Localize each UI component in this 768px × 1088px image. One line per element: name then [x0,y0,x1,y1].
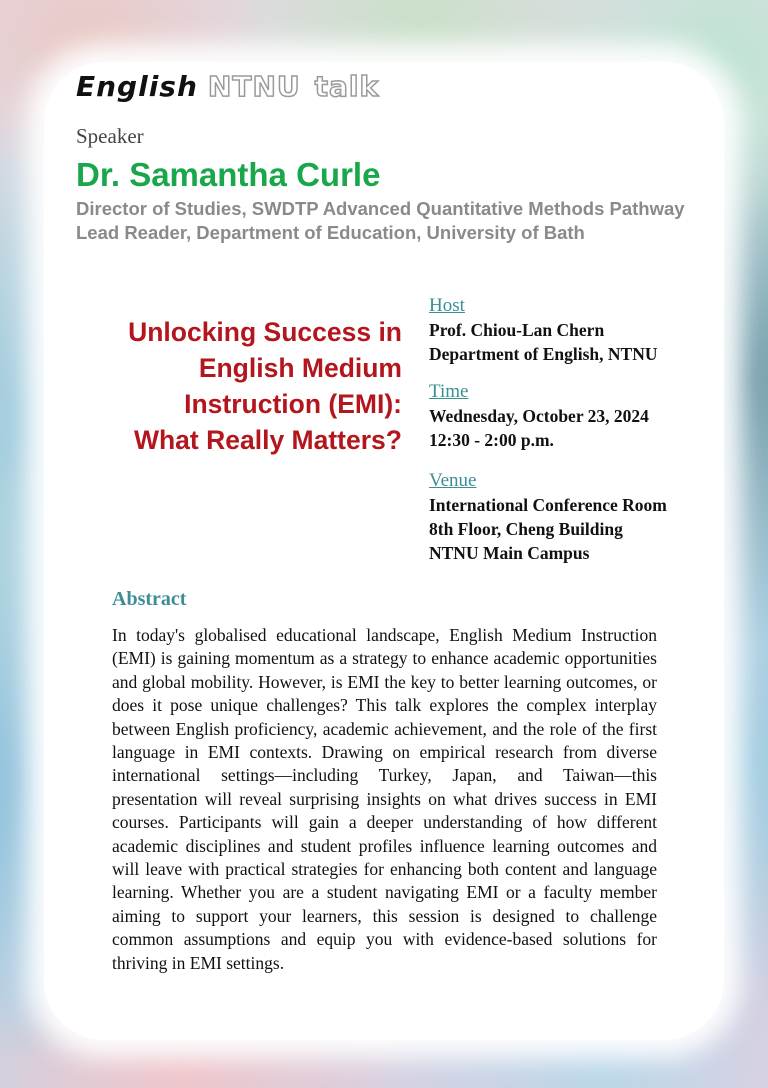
host-section [429,294,729,366]
speaker-role-2: Lead Reader, Department of Education, University of Bath [76,222,585,243]
venue-label: Venue [429,470,477,491]
venue-section [429,469,729,565]
abstract-text: In today's globalised educational landscape, English Medium Instruction (EMI) is gaining momentum as a strategy to enhance academic opportunities and global mobility. However, is EMI the key to better learning outcomes, or does it pose unique challenges? This talk explores the complex interplay between English proficiency, academic achievement, and the role of the first language in EMI contexts. Drawing on empirical research from diverse international settings—including Turkey, Japan, and Taiwan—this presentation will reveal surprising insights on what drives success in EMI courses. Participants will gain a deeper understanding of how different academic disciplines and student profiles influence learning outcomes and will leave with practical strategies for enhancing both content and language learning. Whether you are a student navigating EMI or a faculty member aiming to support your learners, this session is designed to challenge common assumptions and equip you with evidence-based solutions for thriving in EMI settings. [112,625,657,973]
host-department: Department of English, NTNU [429,344,658,364]
brand-ntnu: NTNU [207,70,301,103]
venue-floor: 8th Floor, Cheng Building [429,519,623,539]
talk-title-line-1: Unlocking Success in [128,317,402,347]
brand-english: English [76,70,198,103]
time-section [429,380,729,452]
host-label: Host [429,295,465,316]
brand-talk: talk [314,70,380,103]
talk-title-line-4: What Really Matters? [133,425,402,455]
host-name: Prof. Chiou-Lan Chern [429,320,605,340]
time-date: Wednesday, October 23, 2024 [429,406,649,426]
brand-logo [76,70,379,103]
time-label: Time [429,381,469,402]
time-hours: 12:30 - 2:00 p.m. [429,430,554,450]
speaker-label: Speaker [76,124,144,148]
talk-title-line-3: Instruction (EMI): [184,389,402,419]
talk-title-line-2: English Medium [198,353,402,383]
speaker-role-1: Director of Studies, SWDTP Advanced Quantitative Methods Pathway [76,198,685,219]
abstract-label: Abstract [112,588,187,610]
venue-room: International Conference Room [429,495,667,515]
speaker-name: Dr. Samantha Curle [76,156,381,193]
talk-title [60,314,402,458]
venue-campus: NTNU Main Campus [429,543,590,563]
